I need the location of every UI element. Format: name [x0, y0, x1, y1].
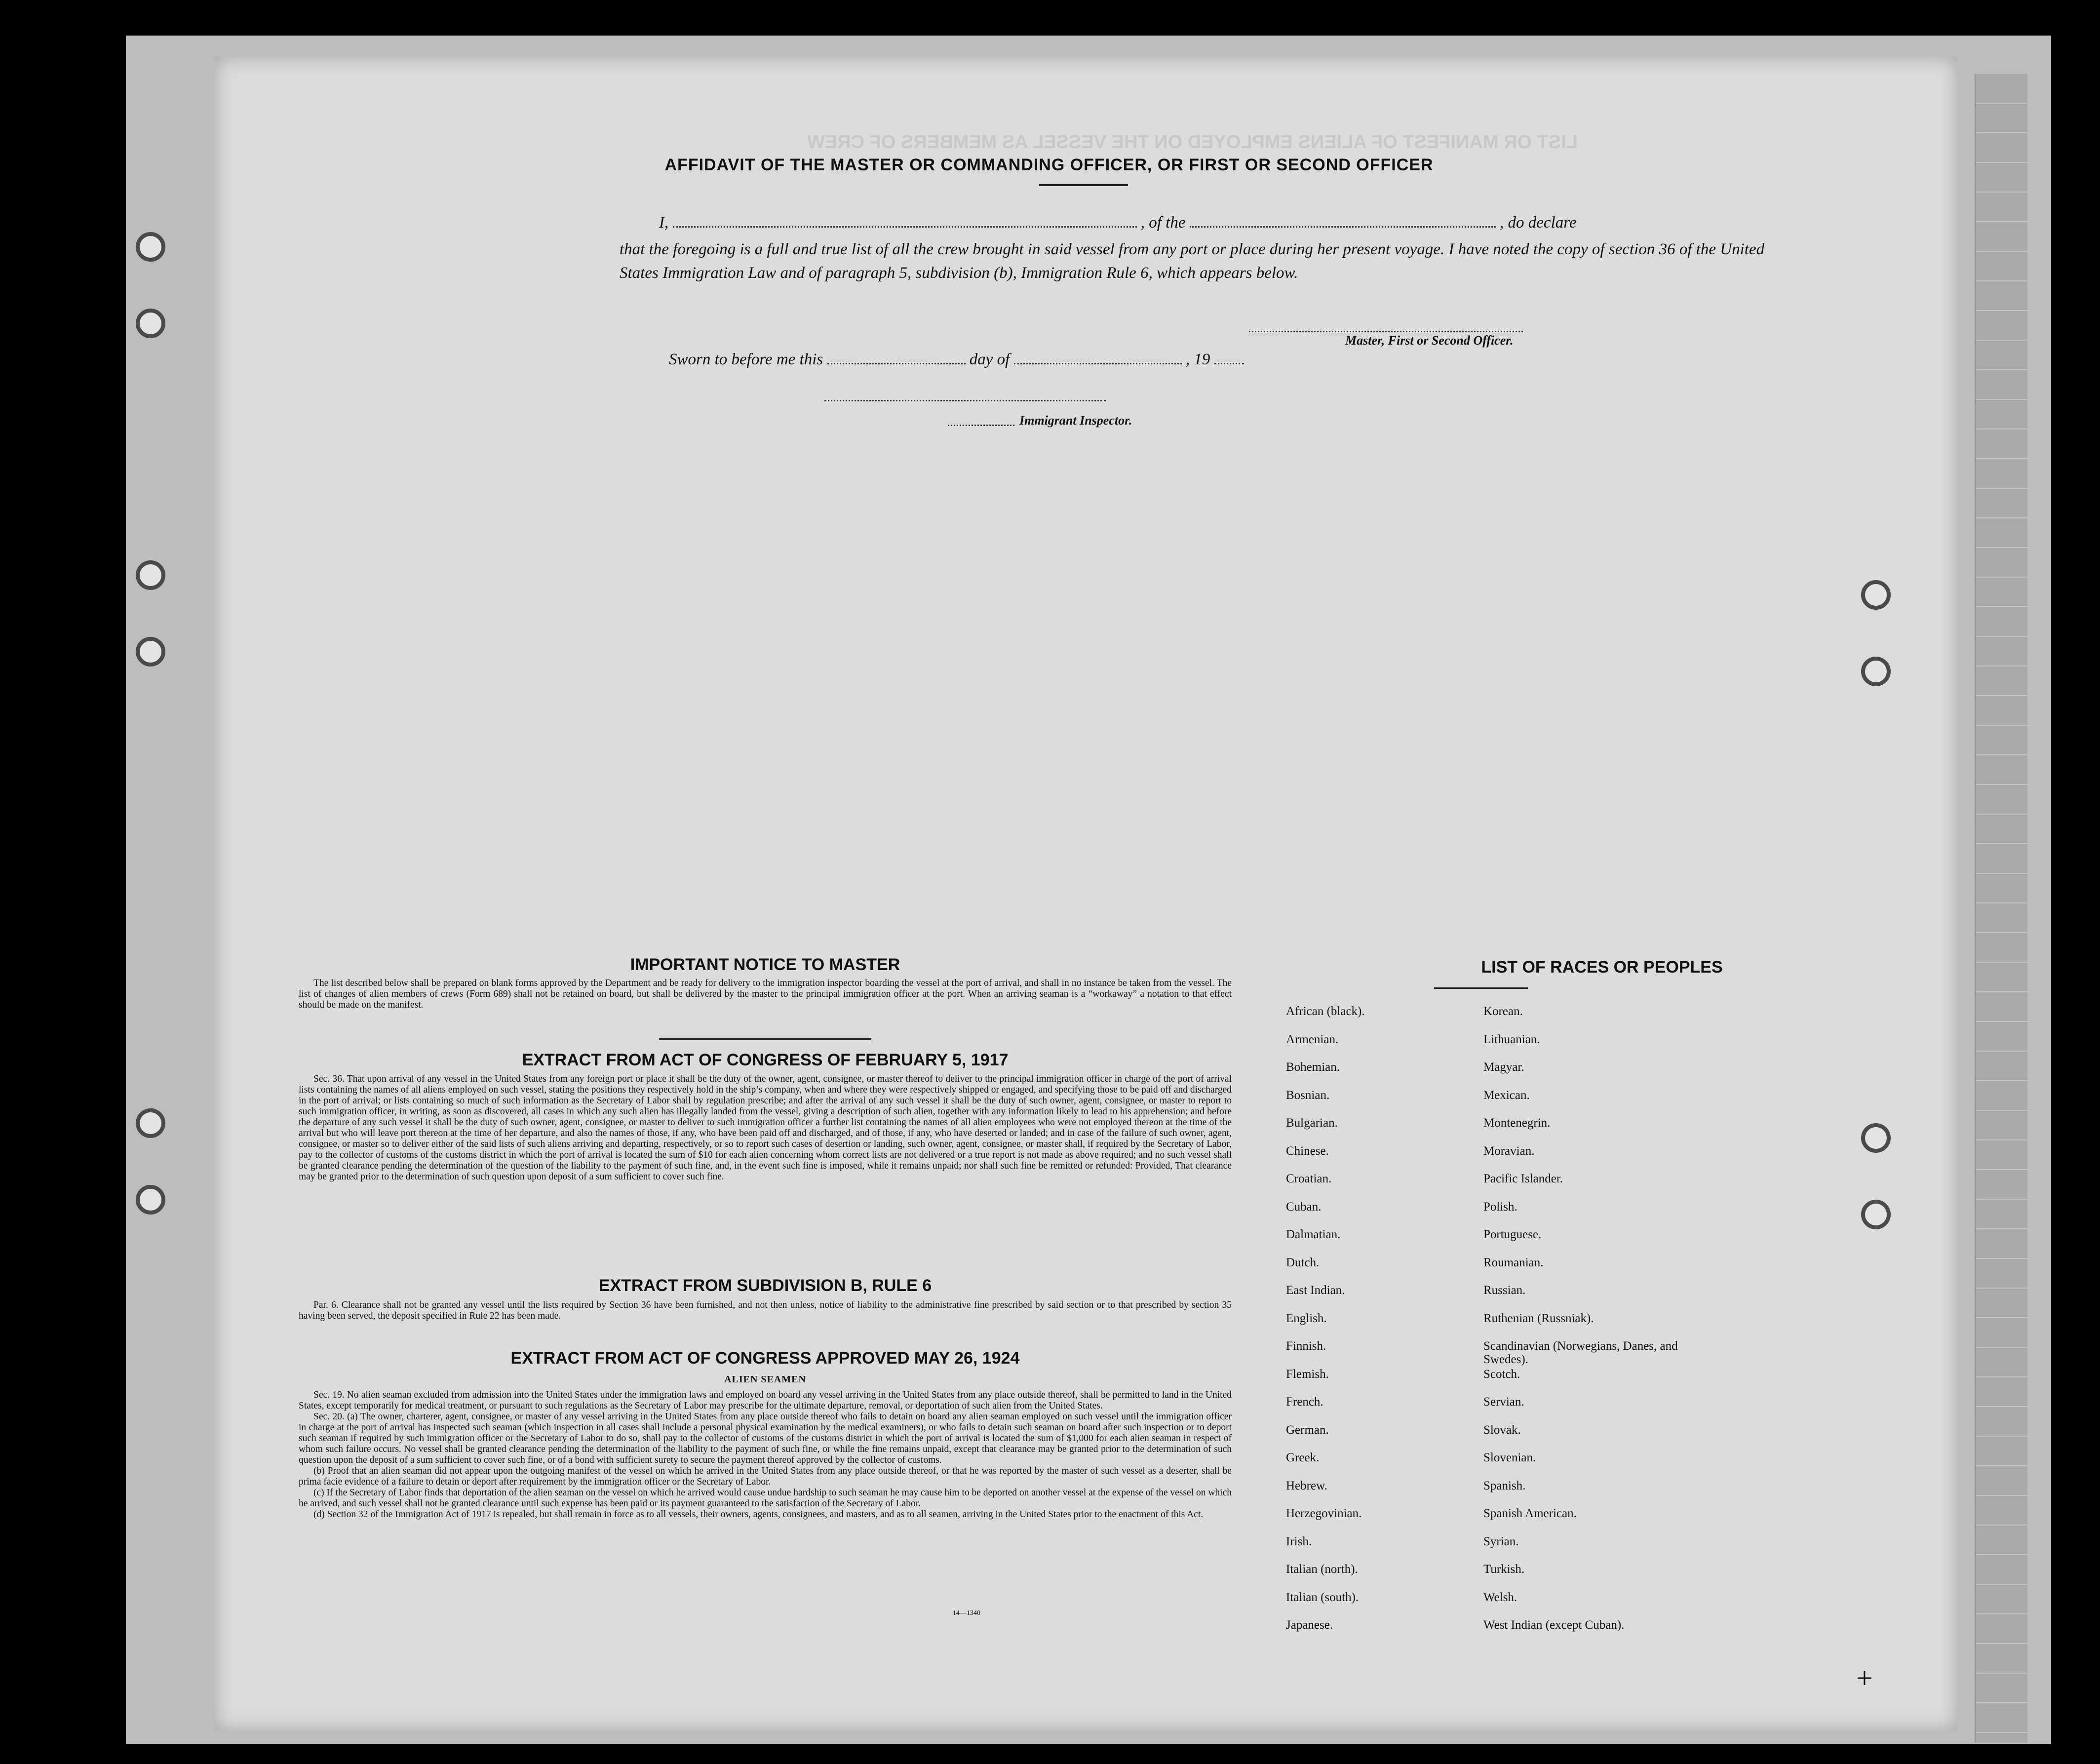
title-rule	[1039, 184, 1128, 186]
inspector-caption: Immigrant Inspector.	[1019, 413, 1132, 428]
sec-20a-paragraph: Sec. 20. (a) The owner, charterer, agent, consignee, or master of any vessel arriving in the United States from any place outside thereof who fails to detain on board any alien seaman employed on such vessel until the immigration officer in charge at the port of arrival has inspected such seaman (which inspection in all cases shall include a personal physical examination by the medical examiners), or who fails to detain such seaman on board after such inspection or to deport such seaman if required by such immigration officer or the Secretary of Labor to do so, shall pay to the collector of customs of the customs district in which the port of arrival is located the sum of $1,000 for each alien seaman in respect of whom such failure occurs. No vessel shall be granted clearance pending the determination of the liability to the payment of such fine, or while the fine remains unpaid, except that clearance may be granted prior to the determination of such question upon the deposit of a sum sufficient to cover such fine, or of a bond with sufficient surety to secure the payment thereof approved by the collector of customs.	[299, 1411, 1232, 1465]
name-blank[interactable]	[673, 226, 1137, 228]
race-item: English.	[1286, 1311, 1327, 1325]
extract-1924-title: EXTRACT FROM ACT OF CONGRESS APPROVED MAY 26, 1924	[510, 1349, 1020, 1368]
punch-hole	[136, 560, 165, 590]
extract-1917-body	[299, 1074, 1232, 1182]
race-item: Italian (south).	[1286, 1590, 1359, 1604]
manifest-page	[215, 57, 1957, 1730]
race-item: Roumanian.	[1483, 1255, 1544, 1269]
race-item: Finnish.	[1286, 1339, 1326, 1353]
of-the-label: , of the	[1140, 214, 1186, 232]
sworn-label: Sworn to before me this	[669, 351, 823, 368]
sec-36-paragraph: Sec. 36. That upon arrival of any vessel in the United States from any foreign port or place it shall be the duty of the owner, agent, consignee, or master thereof to deliver to the principal immigration officer in charge of the port of arrival lists containing the names of all aliens employed on such vessel, stating the positions they respectively hold in the ship’s company, when and where they were respectively shipped or engaged, and specifying those to be paid off and discharged in the port of arrival; or lists containing so much of such information as the Secretary of Labor shall by regulation prescribe; and after the arrival of any such vessel it shall be the duty of such owner, agent, consignee, or master to report to such immigration officer, in writing, as soon as discovered, all cases in which any such alien has illegally landed from the vessel, giving a description of such alien, together with any information likely to lead to his apprehension; and before the departure of any such vessel it shall be the duty of such owner, agent, consignee, or master to deliver to such immigration officer a further list containing the names of all alien employees who were not employed thereon at the time of the arrival but who will leave port thereon at the time of her departure, and also the names of those, if any, who have been paid off and discharged, and of those, if any, who have deserted or landed; and in case of the failure of such owner, agent, consignee, or master so to deliver either of the said lists of such aliens arriving and departing, respectively, or so to report such cases of desertion or landing, such owner, agent, consignee, or master shall, if required by the Secretary of Labor, pay to the collector of customs of the customs district in which the port of arrival is located the sum of $10 for each alien concerning whom correct lists are not delivered or a true report is not made as above required; and no such vessel shall be granted clearance pending the determination of the question of the liability to the payment of such fine, and, in the event such fine is imposed, while it remains unpaid; nor shall such fine be remitted or refunded: Provided, That clearance may be granted prior to the determination of such question upon deposit of a sum sufficient to cover such fine.	[299, 1074, 1232, 1182]
race-item: East Indian.	[1286, 1284, 1345, 1297]
sworn-line	[669, 351, 1244, 369]
ledger-edge	[1975, 74, 2027, 1743]
punch-hole	[136, 1185, 165, 1215]
race-item: Korean.	[1483, 1005, 1523, 1018]
race-item: African (black).	[1286, 1005, 1365, 1018]
notice-body	[299, 978, 1232, 1011]
races-title: LIST OF RACES OR PEOPLES	[1481, 958, 1723, 977]
bleed-through-title: LIST OR MANIFEST OF ALIENS EMPLOYED ON THE VESSEL AS MEMBERS OF CREW	[807, 132, 1578, 153]
affidavit-body: that the foregoing is a full and true list of all the crew brought in said vessel from any port or place during her present voyage. I have noted the copy of section 36 of the United States Immigration Law and of paragraph 5, subdivision (b), Immigration Rule 6, which appears below.	[620, 240, 1765, 282]
race-item: Greek.	[1286, 1451, 1320, 1464]
race-item: Bulgarian.	[1286, 1116, 1338, 1130]
races-rule	[1434, 987, 1528, 989]
race-item: Scandinavian (Norwegians, Danes, and Swedes).	[1483, 1339, 1678, 1366]
affidavit-title: AFFIDAVIT OF THE MASTER OR COMMANDING OFFICER, OR FIRST OR SECOND OFFICER	[664, 156, 1434, 174]
extract-rule6-body	[299, 1300, 1232, 1322]
race-item: Japanese.	[1286, 1618, 1333, 1632]
race-item: Russian.	[1483, 1284, 1526, 1297]
race-item: West Indian (except Cuban).	[1483, 1618, 1625, 1632]
do-declare-label: , do declare	[1499, 214, 1577, 232]
punch-hole	[136, 232, 165, 262]
punch-hole	[1861, 580, 1891, 610]
race-item: Mexican.	[1483, 1088, 1530, 1102]
notice-paragraph: The list described below shall be prepared on blank forms approved by the Department and be ready for delivery to the immigration inspector boarding the vessel at the port of arrival, and shall in no instance be taken from the vessel. The list of changes of alien members of crews (Form 689) shall not be retained on board, but shall be delivered by the master to the principal immigration officer at the port. When an arriving seaman is a “workaway” a notation to that effect should be made on the manifest.	[299, 978, 1232, 1010]
race-item: Ruthenian (Russniak).	[1483, 1311, 1594, 1325]
sworn-day-blank[interactable]	[827, 363, 966, 364]
section-rule	[659, 1038, 871, 1040]
race-item: Moravian.	[1483, 1144, 1535, 1158]
sec-20d-paragraph: (d) Section 32 of the Immigration Act of 1917 is repealed, but shall remain in force as to all vessels, their owners, agents, consignees, and masters, and as to all seamen, arriving in the United States prior to the enactment of this Act.	[313, 1509, 1204, 1520]
day-of-label: day of	[969, 351, 1010, 368]
punch-hole	[136, 309, 165, 338]
inspector-caption-leader	[948, 425, 1014, 426]
race-item: Welsh.	[1483, 1590, 1517, 1604]
par-6-paragraph: Par. 6. Clearance shall not be granted any vessel until the lists required by Section 36 have been furnished, and not then unless, notice of liability to the administrative fine prescribed by said section or to that prescribed by section 35 having been served, the deposit specified in Rule 22 has been made.	[299, 1300, 1232, 1321]
race-item: Dutch.	[1286, 1255, 1320, 1269]
sworn-year-blank[interactable]	[1214, 363, 1244, 364]
alien-seamen-subtitle: ALIEN SEAMEN	[724, 1374, 806, 1385]
punch-hole	[136, 1108, 165, 1138]
race-item: Turkish.	[1483, 1563, 1525, 1576]
race-item: Croatian.	[1286, 1172, 1332, 1185]
race-item: Armenian.	[1286, 1032, 1339, 1046]
punch-hole	[1861, 657, 1891, 686]
race-item: Irish.	[1286, 1534, 1312, 1548]
race-item: Dalmatian.	[1286, 1228, 1341, 1241]
race-item: Pacific Islander.	[1483, 1172, 1563, 1185]
race-item: Polish.	[1483, 1200, 1517, 1214]
sec-19-paragraph: Sec. 19. No alien seaman excluded from admission into the United States under the immigration laws and employed on board any vessel arriving in the United States from any place outside thereof, shall be permitted to land in the United States, except temporarily for medical treatment, or pursuant to such regulations as the Secretary of Labor may prescribe for the ultimate departure, removal, or deportation of such alien from the United States.	[299, 1390, 1232, 1411]
race-item: Flemish.	[1286, 1367, 1329, 1381]
race-item: Hebrew.	[1286, 1479, 1327, 1492]
race-item: Scotch.	[1483, 1367, 1520, 1381]
race-item: Magyar.	[1483, 1060, 1524, 1074]
race-item: Syrian.	[1483, 1534, 1519, 1548]
punch-hole	[1861, 1123, 1891, 1153]
punch-hole	[1861, 1200, 1891, 1229]
sec-20c-paragraph: (c) If the Secretary of Labor finds that deportation of the alien seaman on the vessel on which he arrived would cause undue hardship to such seaman he may cause him to be deported on another vessel at the expense of the vessel on which he arrived, and such vessel shall not be granted clearance until such expense has been paid or its payment guaranteed to the satisfaction of the Secretary of Labor.	[299, 1488, 1232, 1509]
pencil-mark: +	[1856, 1662, 1873, 1694]
inspector-signature-line[interactable]	[824, 400, 1106, 401]
sec-20b-paragraph: (b) Proof that an alien seaman did not appear upon the outgoing manifest of the vessel on which he arrived in the United States from any place outside thereof, or that he was reported by the master of such vessel as a deserter, shall be prima facie evidence of a failure to detain or deport after requirement by the immigration officer or the Secretary of Labor.	[299, 1466, 1232, 1487]
year-label: , 19	[1185, 351, 1210, 368]
race-item: Bosnian.	[1286, 1088, 1330, 1102]
form-number: 14—1340	[953, 1609, 980, 1617]
race-item: Lithuanian.	[1483, 1032, 1540, 1046]
sworn-month-blank[interactable]	[1014, 363, 1182, 364]
extract-1924-body	[299, 1390, 1232, 1520]
race-item: Bohemian.	[1286, 1060, 1340, 1074]
extract-rule6-title: EXTRACT FROM SUBDIVISION B, RULE 6	[598, 1276, 932, 1295]
race-item: Herzegovinian.	[1286, 1507, 1362, 1520]
race-item: French.	[1286, 1395, 1323, 1409]
punch-hole	[136, 637, 165, 666]
notice-title: IMPORTANT NOTICE TO MASTER	[630, 955, 900, 974]
extract-1917-title: EXTRACT FROM ACT OF CONGRESS OF FEBRUARY 5, 1917	[522, 1051, 1009, 1069]
race-item: Servian.	[1483, 1395, 1524, 1409]
i-label: I,	[659, 214, 669, 232]
vessel-blank[interactable]	[1190, 226, 1496, 228]
race-item: German.	[1286, 1423, 1329, 1437]
race-item: Montenegrin.	[1483, 1116, 1551, 1130]
race-item: Portuguese.	[1483, 1228, 1542, 1241]
race-item: Spanish.	[1483, 1479, 1526, 1492]
race-item: Spanish American.	[1483, 1507, 1577, 1520]
race-item: Slovak.	[1483, 1423, 1521, 1437]
master-signature-line[interactable]	[1249, 331, 1523, 332]
race-item: Cuban.	[1286, 1200, 1322, 1214]
declaration-line	[659, 214, 1576, 232]
race-item: Italian (north).	[1286, 1563, 1358, 1576]
master-caption: Master, First or Second Officer.	[1345, 333, 1514, 348]
race-item: Chinese.	[1286, 1144, 1329, 1158]
race-item: Slovenian.	[1483, 1451, 1536, 1464]
